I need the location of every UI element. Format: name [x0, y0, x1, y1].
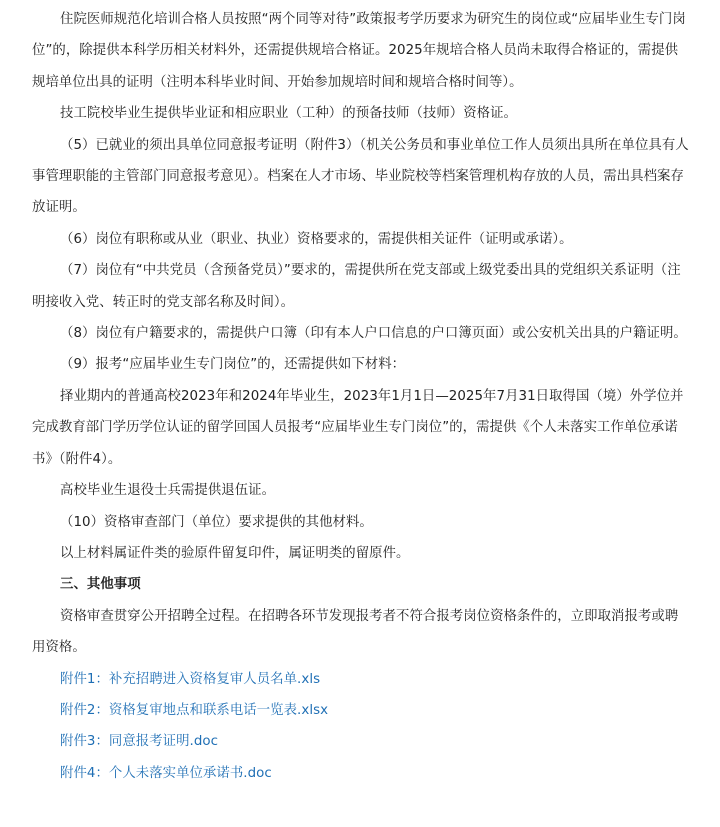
section-heading-other-matters: 三、其他事项 — [60, 577, 141, 593]
paragraph-item-9: （9）报考“应届毕业生专门岗位”的，还需提供如下材料： — [60, 357, 406, 373]
paragraph-technical-school: 技工院校毕业生提供毕业证和相应职业（工种）的预备技师（技师）资格证。 — [60, 106, 517, 122]
paragraph-resident-training: 住院医师规范化培训合格人员按照“两个同等对待”政策报考学历要求为研究生的岗位或“应届毕业生专门岗位”的，除提供本科学历相关材料外，还需提供规培合格证。2025年规培合格人员尚未取得合格证的，需提供规培单位出具的证明（注明本科毕业时间、开始参加规培时间和规培合格时间等）。 — [32, 12, 686, 90]
paragraph-item-6: （6）岗位有职称或从业（职业、执业）资格要求的，需提供相关证件（证明或承诺）。 — [60, 231, 573, 247]
attachment-link-3[interactable]: 附件3：同意报考证明.doc — [60, 734, 219, 750]
paragraph-item-7: （7）岗位有“中共党员（含预备党员）”要求的，需提供所在党支部或上级党委出具的党组织关系证明（注明接收入党、转正时的党支部名称及时间）。 — [32, 263, 681, 310]
paragraph-review-process: 资格审查贯穿公开招聘全过程。在招聘各环节发现报考者不符合报考岗位资格条件的，立即取消报考或聘用资格。 — [32, 608, 679, 656]
attachment-link-1[interactable]: 附件1：补充招聘进入资格复审人员名单.xls — [60, 671, 321, 687]
paragraph-item-5: （5）已就业的须出具单位同意报考证明（附件3）（机关公务员和事业单位工作人员须出具所在单位具有人事管理职能的主管部门同意报考意见）。档案在人才市场、毕业院校等档案管理机构存放的人员，需出具档案存放证明。 — [32, 137, 689, 216]
attachment-link-2[interactable]: 附件2：资格复审地点和联系电话一览表.xlsx — [60, 702, 329, 718]
attachment-list — [32, 664, 690, 790]
attachment-link-4[interactable]: 附件4：个人未落实单位承诺书.doc — [60, 765, 272, 781]
paragraph-item-8: （8）岗位有户籍要求的，需提供户口簿（印有本人户口信息的户口簿页面）或公安机关出具的户籍证明。 — [60, 326, 687, 342]
paragraph-originals-note: 以上材料属证件类的验原件留复印件，属证明类的留原件。 — [60, 545, 410, 561]
paragraph-graduates-requirement: 择业期内的普通高校2023年和2024年毕业生，2023年1月1日—2025年7月31日取得国（境）外学位并完成教育部门学历学位认证的留学回国人员报考“应届毕业生专门岗位”的，需提供《个人未落实工作单位承诺书》（附件4）。 — [32, 388, 684, 467]
paragraph-veterans: 高校毕业生退役士兵需提供退伍证。 — [60, 483, 276, 499]
paragraph-item-10: （10）资格审查部门（单位）要求提供的其他材料。 — [60, 514, 373, 530]
